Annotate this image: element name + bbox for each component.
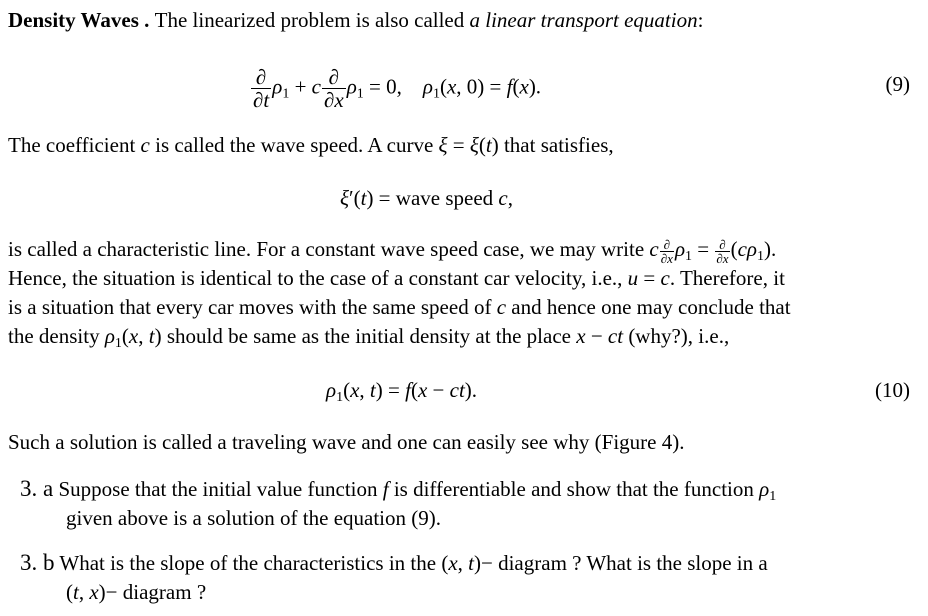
question-3a-label: 3. a — [20, 476, 54, 501]
paragraph-wave-speed: The coefficient c is called the wave speed. A curve ξ = ξ(t) that satisfies, — [8, 133, 614, 157]
heading-line: Density Waves . The linearized problem is also called a linear transport equation: — [8, 8, 704, 32]
paragraph-characteristic-line-1: is called a characteristic line. For a constant wave speed case, we may write c ∂ ∂x $\rho_1$ = ∂ ∂x $(c\rho_1)$. — [8, 236, 777, 266]
paragraph-characteristic-line-3: is a situation that every car moves with the same speed of c and hence one may conclude that — [8, 295, 791, 319]
equation-9-number: (9) — [885, 72, 910, 96]
equation-10-number: (10) — [875, 378, 910, 402]
section-title: Density Waves — [8, 8, 139, 32]
paragraph-characteristic-line-2: Hence, the situation is identical to the case of a constant car velocity, i.e., u = c. Therefore, it — [8, 266, 785, 290]
heading-intro: The linearized problem is also called — [154, 8, 465, 32]
question-3b-label: 3. b — [20, 550, 55, 575]
equation-characteristic: ξ′(t) = wave speed c, — [340, 186, 513, 210]
question-3a-line-2: given above is a solution of the equation (9). — [66, 506, 441, 530]
question-3a-line-1: 3. a Suppose that the initial value function f is differentiable and show that the function $\rho_1$ — [20, 476, 777, 504]
heading-intro-emphasis: a linear transport equation — [469, 8, 698, 32]
equation-9: $\frac{\partial}{\partial t}$ $\rho_1 + c$ $\frac{\partial}{\partial x}$ $\rho_1 = 0$, $\rho_1(x$, 0) = f(x). — [253, 65, 542, 112]
question-3b-line-2: (t, x)− diagram ? — [66, 580, 207, 604]
paragraph-characteristic-line-4: the density $\rho_1(x$, t) should be same as the initial density at the place x − ct (why?), i.e., — [8, 324, 730, 351]
paragraph-traveling-wave: Such a solution is called a traveling wave and one can easily see why (Figure 4). — [8, 430, 685, 454]
equation-10: $\rho_1(x$, t) = f(x − ct). — [326, 378, 478, 405]
question-3b-line-1: 3. b What is the slope of the characteristics in the (x, t)− diagram ? What is the slope in a — [20, 550, 768, 575]
